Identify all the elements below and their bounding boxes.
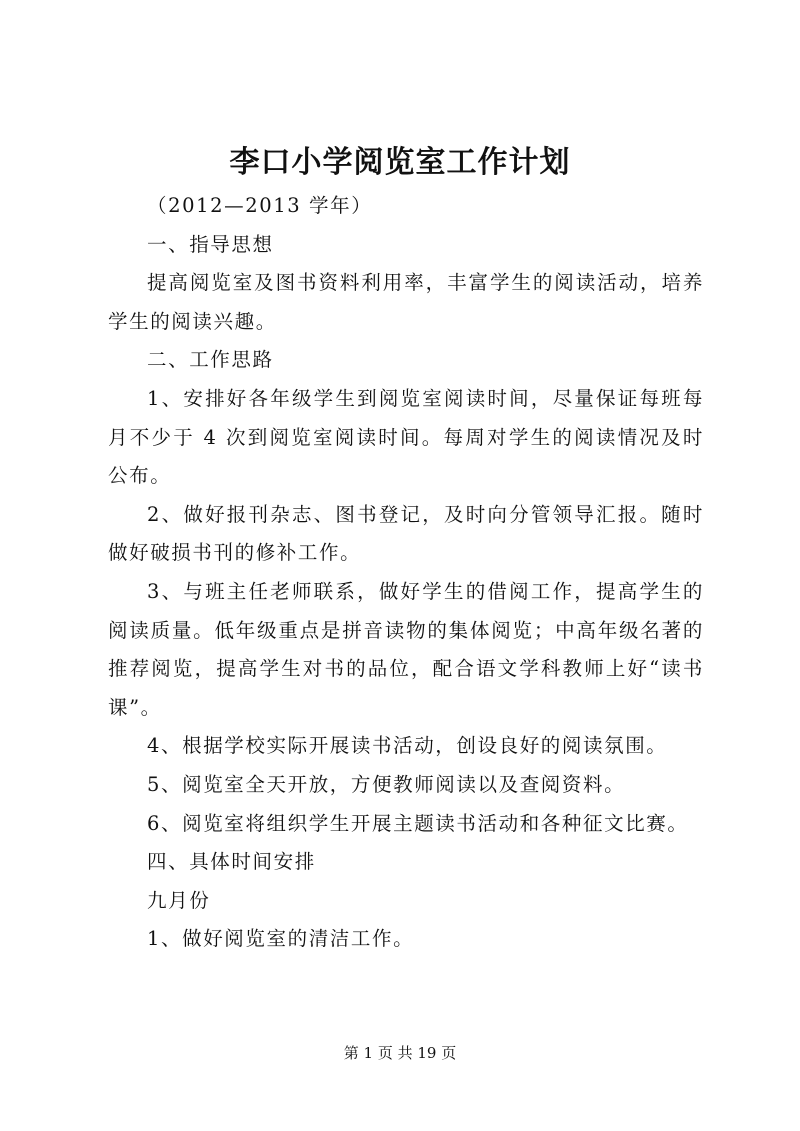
page-number-footer: 第 1 页 共 19 页 <box>343 1044 457 1062</box>
month-heading-september: 九月份 <box>147 888 211 912</box>
document-body <box>108 187 704 959</box>
work-item-6: 6、阅览室将组织学生开展主题读书活动和各种征文比赛。 <box>147 811 689 835</box>
section-heading-guiding-ideas: 一、指导思想 <box>147 232 274 256</box>
paragraph-guiding-ideas: 提高阅览室及图书资料利用率，丰富学生的阅读活动，培养学生的阅读兴趣。 <box>108 271 704 333</box>
section-heading-work-ideas: 二、工作思路 <box>147 348 274 372</box>
school-year-line: （2012—2013 学年） <box>147 194 373 217</box>
document-title: 李口小学阅览室工作计划 <box>229 145 571 180</box>
work-item-1: 1、安排好各年级学生到阅览室阅读时间，尽量保证每班每月不少于 4 次到阅览室阅读时间。每周对学生的阅读情况及时公布。 <box>108 386 704 488</box>
work-item-3: 3、与班主任老师联系，做好学生的借阅工作，提高学生的阅读质量。低年级重点是拼音读物的集体阅览；中高年级名著的推荐阅览，提高学生对书的品位，配合语文学科教师上好“读书课”。 <box>108 579 704 719</box>
section-heading-schedule: 四、具体时间安排 <box>147 850 316 874</box>
work-item-2: 2、做好报刊杂志、图书登记，及时向分管领导汇报。随时做好破损书刊的修补工作。 <box>108 502 704 565</box>
september-item-1: 1、做好阅览室的清洁工作。 <box>147 927 415 951</box>
work-item-4: 4、根据学校实际开展读书活动，创设良好的阅读氛围。 <box>147 734 668 758</box>
work-item-5: 5、阅览室全天开放，方便教师阅读以及查阅资料。 <box>147 772 626 796</box>
